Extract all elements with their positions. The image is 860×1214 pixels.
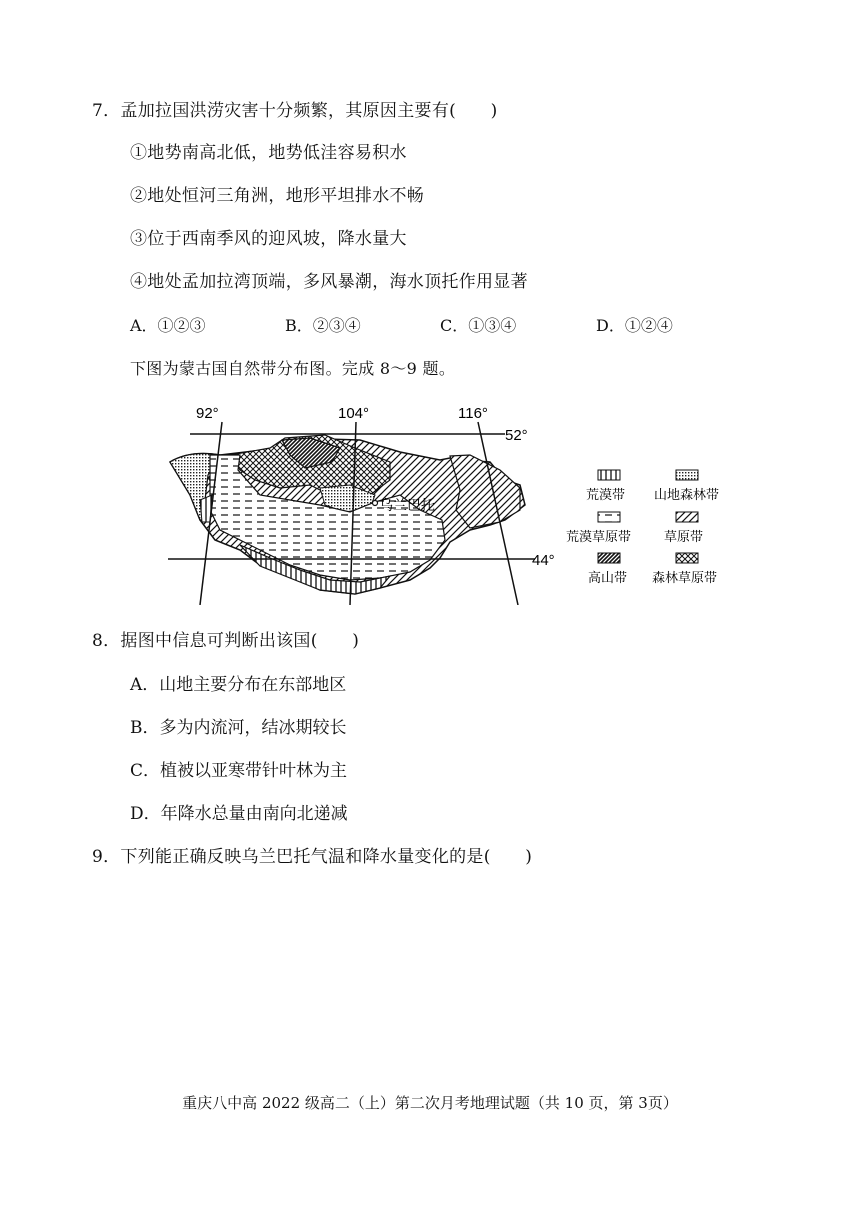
q7-statement-3: ③位于西南季风的迎风坡，降水量大 <box>130 229 407 249</box>
q8-choice-d: D．年降水总量由南向北递减 <box>130 804 348 824</box>
legend-desert-steppe: 荒漠草原带 <box>566 530 632 545</box>
q8-choice-b: B．多为内流河，结冰期较长 <box>130 718 347 738</box>
q7-statement-4: ④地处孟加拉湾顶端，多风暴潮，海水顶托作用显著 <box>130 272 528 292</box>
ulaanbaatar-marker <box>373 501 378 506</box>
legend-alpine: 高山带 <box>588 571 628 586</box>
question-7-stem: 7．孟加拉国洪涝灾害十分频繁，其原因主要有( ) <box>92 101 498 121</box>
page-footer: 重庆八中高 2022 级高二（上）第二次月考地理试题（共 10 页，第 3页） <box>182 1094 678 1112</box>
q7-statement-1: ①地势南高北低，地势低洼容易积水 <box>130 143 407 163</box>
map-intro: 下图为蒙古国自然带分布图。完成 8～9 题。 <box>130 359 456 378</box>
question-9-stem: 9．下列能正确反映乌兰巴托气温和降水量变化的是( ) <box>92 847 533 867</box>
q7-choice-c: C．①③④ <box>440 316 517 335</box>
legend-mountain-forest: 山地森林带 <box>654 488 720 503</box>
lon-label-116: 116° <box>458 405 488 422</box>
legend-desert: 荒漠带 <box>586 488 626 503</box>
legend-steppe: 草原带 <box>664 530 704 545</box>
q7-statement-2: ②地处恒河三角洲，地形平坦排水不畅 <box>130 186 425 206</box>
mongolia-natural-zone-map <box>160 400 740 605</box>
q8-choice-c: C．植被以亚寒带针叶林为主 <box>130 761 348 781</box>
legend-forest-steppe: 森林草原带 <box>652 571 718 586</box>
lon-label-104: 104° <box>338 405 370 422</box>
q8-choice-a: A．山地主要分布在东部地区 <box>130 675 347 695</box>
q7-choice-b: B．②③④ <box>285 316 361 335</box>
q7-choice-d: D．①②④ <box>596 316 673 335</box>
lat-label-52: 52° <box>505 427 528 444</box>
lat-label-44: 44° <box>532 552 555 569</box>
question-8-stem: 8．据图中信息可判断出该国( ) <box>92 631 360 651</box>
q7-choice-a: A．①②③ <box>130 316 206 335</box>
map-legend <box>566 470 719 586</box>
lon-label-92: 92° <box>196 405 219 422</box>
city-label: 乌兰巴托 <box>379 497 435 513</box>
